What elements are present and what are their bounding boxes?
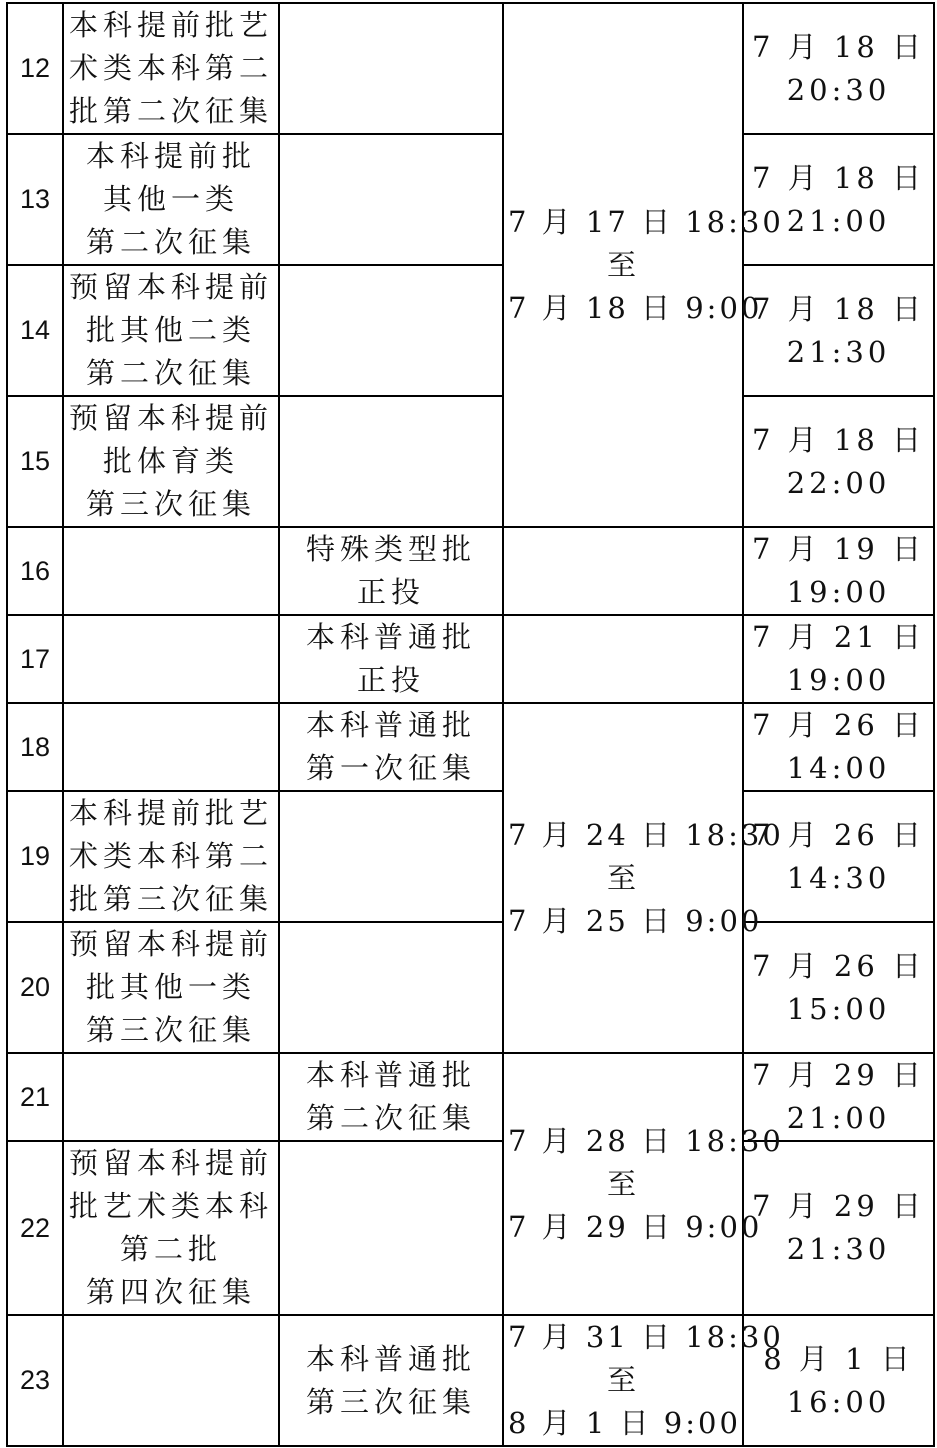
deadline-date: 7 月 26 日	[751, 948, 925, 983]
batch-line: 第二次征集	[85, 225, 256, 259]
batch-cell-alt	[279, 396, 503, 527]
batch-line: 第四次征集	[85, 1275, 256, 1309]
deadline-cell	[743, 134, 934, 265]
batch-line: 正投	[356, 663, 425, 697]
batch-line: 第三次征集	[85, 1013, 256, 1047]
batch-line: 本科提前批艺	[68, 796, 273, 830]
row-number: 20	[7, 922, 63, 1053]
deadline-time: 21:00	[786, 203, 891, 238]
table-row	[7, 1315, 934, 1446]
batch-line: 第二次征集	[305, 1101, 476, 1135]
deadline-time: 14:00	[786, 751, 891, 785]
deadline-cell	[743, 791, 934, 922]
batch-line: 本科提前批艺	[68, 8, 273, 42]
window-to: 至	[606, 860, 639, 895]
window-end: 7 月 25 日 9:00	[508, 903, 763, 938]
window-start: 7 月 28 日 18:30	[508, 1123, 784, 1158]
deadline-time: 21:30	[786, 334, 891, 369]
deadline-date: 7 月 19 日	[751, 532, 925, 566]
batch-line: 第二次征集	[85, 356, 256, 390]
batch-cell	[63, 791, 279, 922]
table-row	[7, 1053, 934, 1141]
window-end: 7 月 18 日 9:00	[508, 290, 763, 325]
batch-cell	[63, 3, 279, 134]
table-row	[7, 1141, 934, 1315]
fill-window-cell	[503, 1053, 784, 1315]
batch-cell-alt	[279, 527, 503, 615]
row-number: 16	[7, 527, 63, 615]
deadline-cell	[743, 527, 934, 615]
window-to: 至	[606, 1363, 639, 1397]
deadline-date: 7 月 29 日	[751, 1189, 925, 1223]
fill-window-cell	[503, 3, 784, 527]
fill-window-cell	[503, 703, 784, 1053]
fill-window-cell	[503, 1315, 784, 1446]
batch-line: 预留本科提前	[68, 927, 273, 961]
batch-cell-alt	[279, 703, 503, 791]
row-number: 17	[7, 615, 63, 703]
window-end: 7 月 29 日 9:00	[508, 1209, 763, 1244]
table-row	[7, 791, 934, 922]
deadline-time: 21:00	[786, 1101, 891, 1135]
deadline-time: 21:30	[786, 1232, 891, 1266]
batch-cell-alt	[279, 3, 503, 134]
deadline-cell	[743, 3, 934, 134]
deadline-cell	[743, 615, 934, 703]
batch-line: 正投	[356, 575, 425, 609]
window-start: 7 月 17 日 18:30	[508, 204, 784, 239]
row-number: 14	[7, 265, 63, 396]
batch-line: 第二批	[119, 1232, 222, 1266]
row-number: 15	[7, 396, 63, 527]
row-number: 18	[7, 703, 63, 791]
row-number: 23	[7, 1315, 63, 1446]
batch-cell	[63, 265, 279, 396]
deadline-date: 7 月 21 日	[751, 620, 925, 654]
deadline-date: 7 月 26 日	[751, 817, 925, 852]
batch-cell-alt	[279, 615, 503, 703]
batch-line: 本科普通批	[305, 1341, 476, 1376]
batch-cell	[63, 615, 279, 703]
batch-cell-alt	[279, 1315, 503, 1446]
batch-cell	[63, 1315, 279, 1446]
batch-cell	[63, 922, 279, 1053]
batch-line: 术类本科第二	[68, 839, 273, 873]
table-row	[7, 615, 934, 703]
row-number: 13	[7, 134, 63, 265]
batch-cell-alt	[279, 265, 503, 396]
table-row	[7, 703, 934, 791]
row-number: 12	[7, 3, 63, 134]
batch-line: 批艺术类本科	[68, 1189, 273, 1223]
batch-line: 本科普通批	[305, 708, 476, 742]
batch-cell	[63, 703, 279, 791]
batch-cell	[63, 396, 279, 527]
deadline-time: 20:30	[786, 72, 891, 107]
batch-cell-alt	[279, 1053, 503, 1141]
table-row	[7, 265, 934, 396]
batch-line: 本科普通批	[305, 1058, 476, 1092]
batch-line: 预留本科提前	[68, 270, 273, 304]
batch-cell	[63, 527, 279, 615]
batch-cell	[63, 1053, 279, 1141]
batch-cell-alt	[279, 134, 503, 265]
row-number: 21	[7, 1053, 63, 1141]
batch-line: 批第二次征集	[68, 94, 273, 128]
window-start: 7 月 31 日 18:30	[508, 1320, 784, 1354]
fill-window-cell	[503, 527, 743, 615]
deadline-cell	[743, 396, 934, 527]
deadline-date: 7 月 18 日	[751, 422, 925, 457]
schedule-table	[6, 2, 935, 1447]
deadline-cell	[743, 703, 934, 791]
row-number: 22	[7, 1141, 63, 1315]
batch-cell-alt	[279, 922, 503, 1053]
batch-line: 术类本科第二	[68, 51, 273, 85]
window-end: 8 月 1 日 9:00	[508, 1406, 741, 1440]
deadline-time: 14:30	[786, 860, 891, 895]
window-to: 至	[606, 247, 639, 282]
deadline-date: 7 月 29 日	[751, 1058, 925, 1092]
batch-line: 本科提前批	[85, 139, 256, 173]
batch-line: 第三次征集	[305, 1384, 476, 1419]
deadline-time: 19:00	[786, 575, 891, 609]
table-row	[7, 134, 934, 265]
batch-line: 批体育类	[102, 444, 239, 478]
deadline-date: 7 月 18 日	[751, 29, 925, 64]
batch-line: 第一次征集	[305, 751, 476, 785]
window-to: 至	[606, 1166, 639, 1201]
batch-line: 特殊类型批	[305, 532, 476, 566]
batch-line: 批其他一类	[85, 970, 256, 1004]
batch-line: 批其他二类	[85, 313, 256, 347]
deadline-date: 7 月 18 日	[751, 291, 925, 326]
batch-line: 预留本科提前	[68, 401, 273, 435]
deadline-time: 16:00	[786, 1384, 891, 1419]
deadline-time: 15:00	[786, 991, 891, 1026]
deadline-cell	[743, 1141, 934, 1315]
deadline-time: 22:00	[786, 465, 891, 500]
fill-window-cell	[503, 615, 743, 703]
table-row	[7, 527, 934, 615]
deadline-cell	[743, 922, 934, 1053]
batch-line: 批第三次征集	[68, 882, 273, 916]
deadline-date: 7 月 26 日	[751, 708, 925, 742]
batch-cell-alt	[279, 791, 503, 922]
batch-line: 其他一类	[102, 182, 239, 216]
table-row	[7, 396, 934, 527]
batch-cell-alt	[279, 1141, 503, 1315]
deadline-time: 19:00	[786, 663, 891, 697]
batch-line: 本科普通批	[305, 620, 476, 654]
deadline-date: 8 月 1 日	[763, 1341, 914, 1376]
batch-line: 第三次征集	[85, 487, 256, 521]
batch-cell	[63, 134, 279, 265]
batch-line: 预留本科提前	[68, 1146, 273, 1180]
table-row	[7, 922, 934, 1053]
deadline-date: 7 月 18 日	[751, 160, 925, 195]
window-start: 7 月 24 日 18:30	[508, 817, 784, 852]
row-number: 19	[7, 791, 63, 922]
batch-cell	[63, 1141, 279, 1315]
table-row	[7, 3, 934, 134]
deadline-cell	[743, 265, 934, 396]
